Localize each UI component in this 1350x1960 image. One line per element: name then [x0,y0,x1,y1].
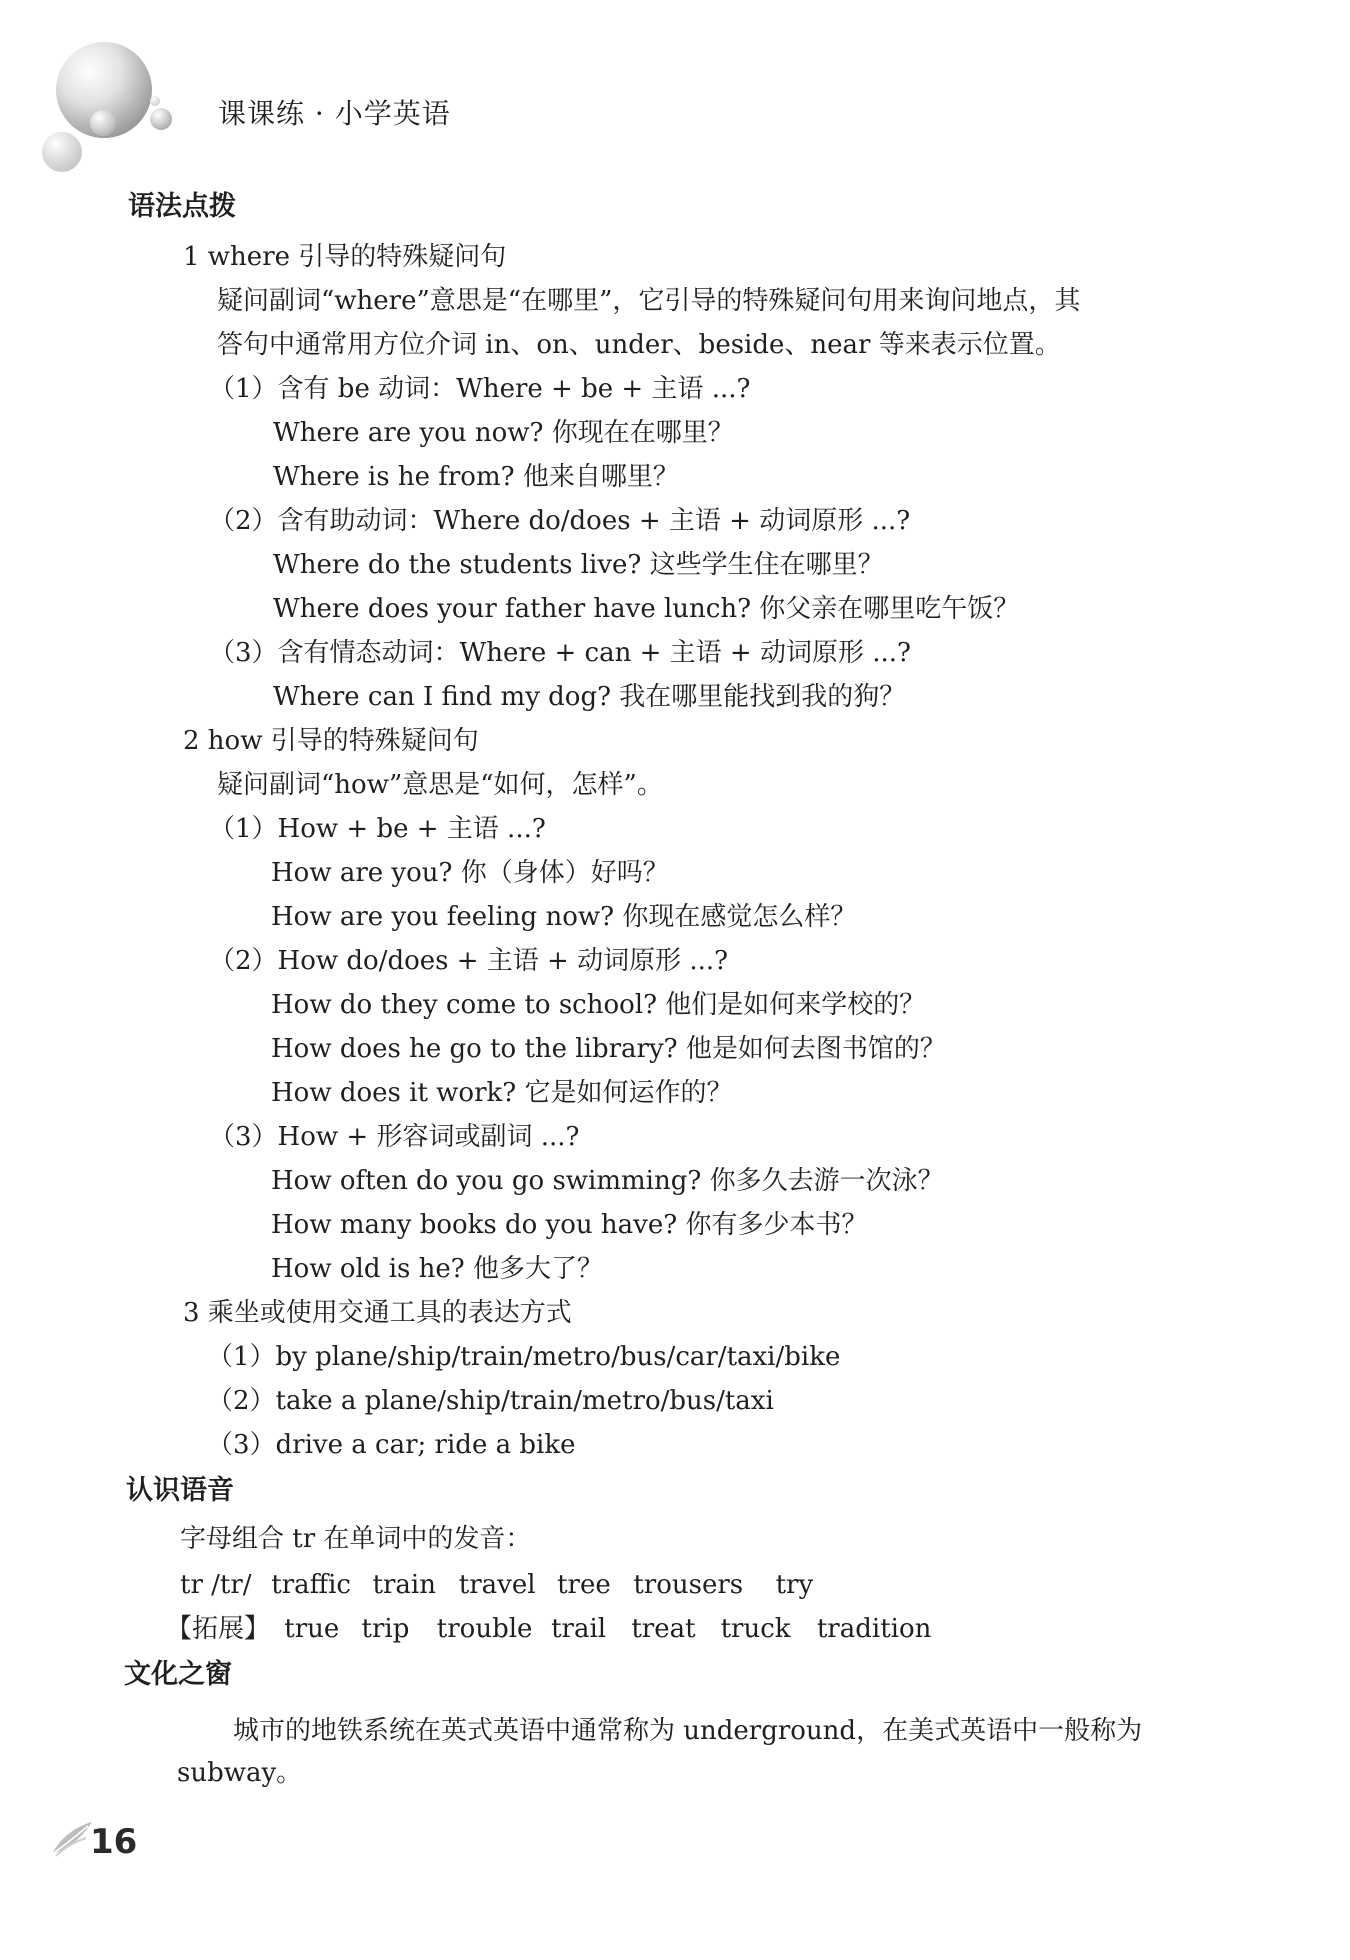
grammar-example: Where can I find my dog? 我在哪里能找到我的狗？ [273,682,906,712]
phonics-intro: 字母组合 tr 在单词中的发音： [180,1524,532,1554]
grammar-heading-where: 1 where 引导的特殊疑问句 [183,242,507,272]
grammar-pattern: （2）How do/does + 主语 + 动词原形 ...? [209,946,729,976]
phonics-extension-row [166,1612,931,1646]
phonics-word: train [372,1570,436,1600]
decorative-bubble-small [90,110,116,136]
grammar-text: 答句中通常用方位介词 in、on、under、beside、near 等来表示位置。 [217,330,1061,360]
culture-text: subway。 [177,1758,303,1788]
grammar-example: Where is he from? 他来自哪里？ [273,462,679,492]
grammar-example: Where do the students live? 这些学生住在哪里？ [273,550,884,580]
phonics-word: trip [361,1614,410,1644]
grammar-pattern: （2）take a plane/ship/train/metro/bus/taxi [207,1386,774,1416]
phonics-word: truck [720,1614,791,1644]
grammar-heading-transport: 3 乘坐或使用交通工具的表达方式 [183,1298,572,1328]
grammar-pattern: （3）How + 形容词或副词 ...? [209,1122,580,1152]
phonics-word: try [775,1570,814,1600]
section-title-phonics: 认识语音 [126,1475,234,1506]
culture-text: 城市的地铁系统在英式英语中通常称为 underground，在美式英语中一般称为 [233,1716,1143,1746]
grammar-pattern: （1）by plane/ship/train/metro/bus/car/taxi/bike [207,1342,841,1372]
grammar-example: How does he go to the library? 他是如何去图书馆的？ [271,1034,946,1064]
grammar-example: Where are you now? 你现在在哪里？ [273,418,734,448]
grammar-pattern: （1）含有 be 动词：Where + be + 主语 ...? [209,374,751,404]
decorative-bubble-small [150,108,172,130]
phonics-extension-label: 【拓展】 [166,1614,271,1644]
leaf-icon [50,1818,94,1858]
grammar-example: How do they come to school? 他们是如何来学校的？ [271,990,926,1020]
grammar-pattern: （1）How + be + 主语 ...? [209,814,546,844]
grammar-example: Where does your father have lunch? 你父亲在哪里吃午饭？ [273,594,1020,624]
phonics-word: trousers [633,1570,744,1600]
section-title-grammar: 语法点拨 [128,191,236,222]
grammar-pattern: （3）含有情态动词：Where + can + 主语 + 动词原形 ...? [209,638,911,668]
grammar-example: How does it work? 它是如何运作的？ [271,1078,733,1108]
grammar-text: 疑问副词“where”意思是“在哪里”，它引导的特殊疑问句用来询问地点，其 [217,286,1081,316]
grammar-pattern: （3）drive a car; ride a bike [207,1430,576,1460]
section-title-culture: 文化之窗 [124,1659,232,1690]
grammar-example: How old is he? 他多大了？ [271,1254,603,1284]
phonics-word: trouble [436,1614,533,1644]
grammar-example: How many books do you have? 你有多少本书？ [271,1210,868,1240]
grammar-pattern: （2）含有助动词：Where do/does + 主语 + 动词原形 ...? [209,506,911,536]
page-number: 16 [90,1822,138,1862]
decorative-bubble-tiny [150,96,160,106]
phonics-word: travel [458,1570,536,1600]
phonics-word: traffic [271,1570,351,1600]
grammar-heading-how: 2 how 引导的特殊疑问句 [183,726,479,756]
phonics-word: tradition [816,1614,932,1644]
phonics-word: treat [631,1614,696,1644]
grammar-example: How are you? 你（身体）好吗？ [271,858,669,888]
phonics-word: trail [551,1614,607,1644]
phonics-word: tree [557,1570,611,1600]
grammar-example: How are you feeling now? 你现在感觉怎么样？ [271,902,857,932]
phonics-label: tr /tr/ [180,1570,252,1600]
running-header: 课课练 · 小学英语 [218,97,451,130]
phonics-row [180,1568,813,1602]
grammar-text: 疑问副词“how”意思是“如何，怎样”。 [217,770,663,800]
decorative-bubble-small [42,132,82,172]
phonics-word: true [284,1614,340,1644]
grammar-example: How often do you go swimming? 你多久去游一次泳？ [271,1166,944,1196]
